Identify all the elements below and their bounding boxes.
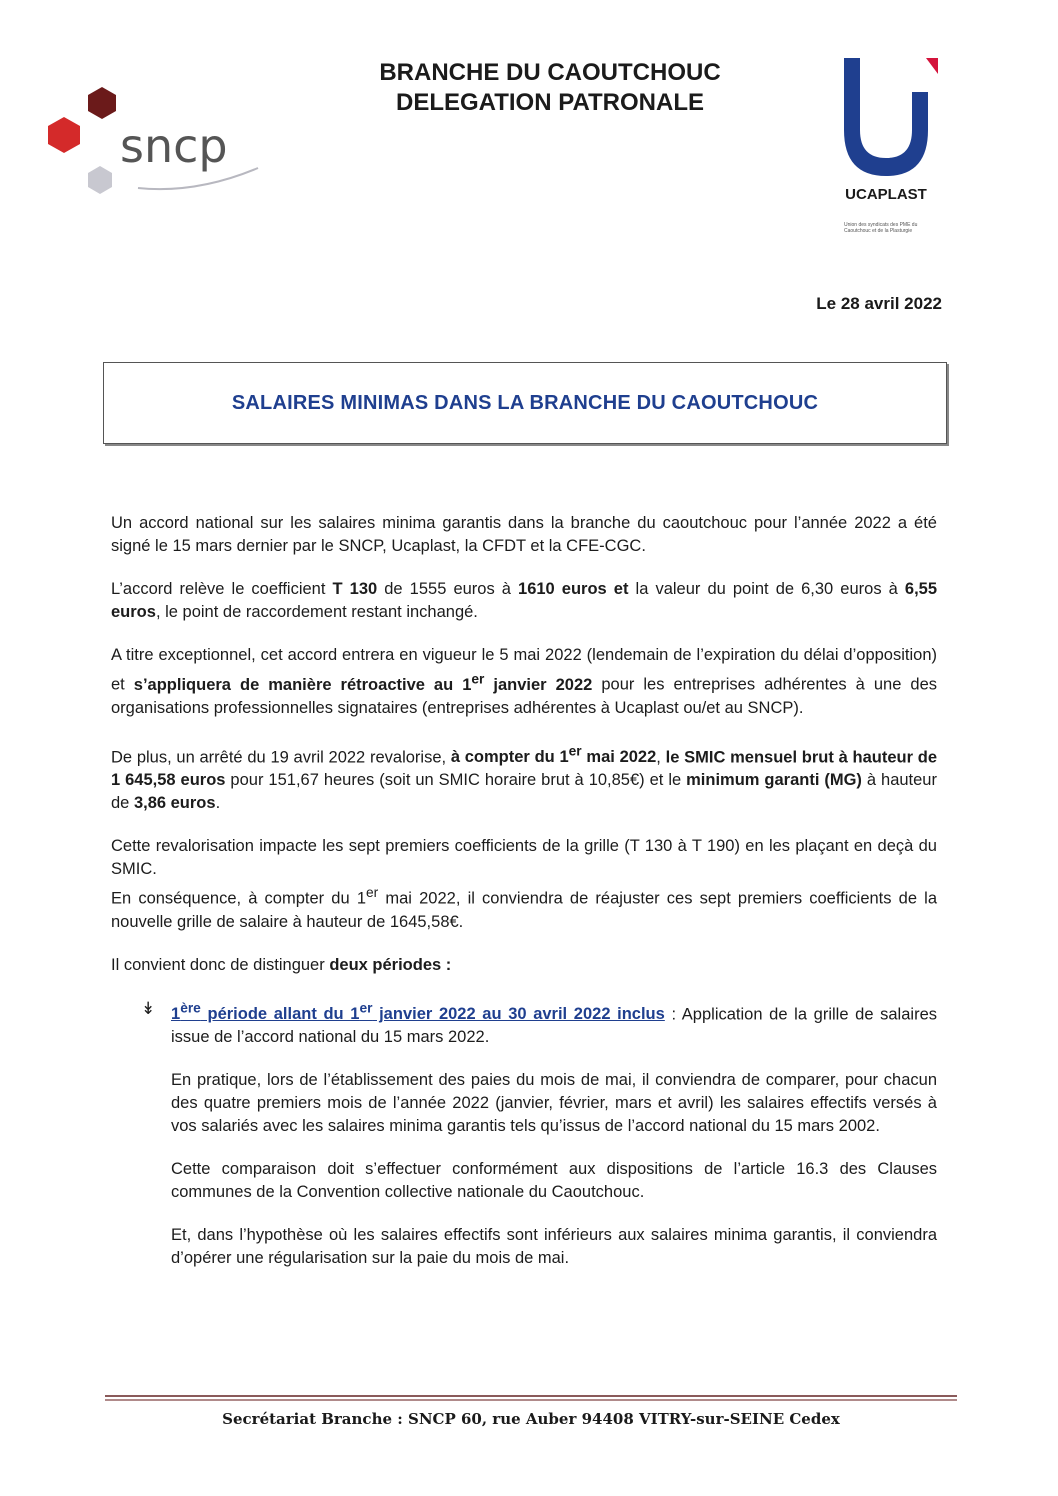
- sncp-logo: [46, 82, 266, 207]
- text-run: à hauteur de: [111, 771, 937, 812]
- bold-run: 1610 euros et: [518, 580, 629, 598]
- bold-run: 6,55 euros: [111, 580, 938, 621]
- footer-address: Secrétariat Branche : SNCP 60, rue Auber 94408 VITRY-sur-SEINE Cedex: [222, 1410, 840, 1428]
- superscript: er: [366, 885, 379, 900]
- bold-run: 3,86 euros: [133, 794, 216, 812]
- bold-run: à compter du 1er mai 2022: [450, 743, 657, 766]
- ucaplast-tagline: Union des syndicats des PME du Caoutchouc et de la Plasturgie: [844, 222, 918, 234]
- period-1-heading: 1ère période allant du 1er janvier 2022 au 30 avril 2022 inclus: [171, 1000, 665, 1023]
- bold-run: T 130: [332, 580, 378, 598]
- text-run: .: [215, 794, 221, 812]
- arrow-down-icon: ↡: [141, 998, 156, 1018]
- paragraph-smic: [111, 740, 937, 816]
- paragraph-impact: Cette revalorisation impacte les sept premiers coefficients de la grille (T 130 à T 190) en les plaçant en deçà du SMIC.: [111, 837, 937, 878]
- text-run: de 1555 euros à: [377, 580, 519, 598]
- text-run: pour les entreprises adhérentes à une des organisations professionnelles signataires (entreprises adhérentes à Ucaplast ou/et au SNCP).: [111, 675, 938, 717]
- text-run: mai 2022, il conviendra de réajuster ces sept premiers coefficients de la nouvelle grille de salaire à hauteur de 1645,58€.: [111, 889, 937, 931]
- bold-run: deux périodes :: [329, 955, 452, 974]
- title-box: [103, 362, 947, 444]
- paragraph-intro: Un accord national sur les salaires minima garantis dans la branche du caoutchouc pour l’année 2022 a été signé le 15 mars dernier par le SNCP, Ucaplast, la CFDT et la CFE-CGC.: [111, 514, 937, 555]
- bullet-period-1: [111, 997, 937, 1050]
- text-run: , le point de raccordement restant inchangé.: [155, 603, 478, 621]
- text-run: pour 151,67 heures (soit un SMIC horaire brut à 10,85€) et le: [225, 771, 687, 789]
- text-run: A titre exceptionnel, cet accord entrera en vigueur le 5 mai 2022 (lendemain de l’expiration du délai d’opposition) et: [111, 646, 937, 694]
- bold-run: s’appliquera de manière rétroactive au 1er janvier 2022: [133, 671, 593, 694]
- text-run: la valeur du point de 6,30 euros à: [628, 580, 905, 598]
- paragraph-retroactive: [111, 644, 937, 720]
- ucaplast-logo: [826, 52, 946, 247]
- organization-heading: [300, 58, 800, 118]
- text-run: ,: [656, 748, 666, 766]
- text-run: : Application de la grille de salaires issue de l’accord national du 15 mars 2022.: [171, 1005, 937, 1046]
- bold-run: minimum garanti (MG): [686, 771, 862, 789]
- footer-divider: [105, 1395, 957, 1401]
- paragraph-two-periods: [111, 954, 937, 977]
- paragraph-practice: En pratique, lors de l’établissement des paies du mois de mai, il conviendra de comparer, pour chacun des quatre premiers mois de l’année 2022 (janvier, février, mars et avril) les salaires effectifs versés à vos salariés avec les salaires minima garantis tels qu’issus de l’accord national du 15 mars 2002.: [171, 1071, 937, 1135]
- ucaplast-name: UCAPLAST: [845, 186, 927, 203]
- heading-line-1: BRANCHE DU CAOUTCHOUC: [379, 59, 721, 86]
- text-run: En conséquence, à compter du 1: [111, 889, 366, 908]
- paragraph-consequence: [111, 881, 937, 934]
- document-title: SALAIRES MINIMAS DANS LA BRANCHE DU CAOUTCHOUC: [231, 391, 819, 414]
- text-run: De plus, un arrêté du 19 avril 2022 revalorise,: [111, 748, 451, 766]
- document-body: [111, 512, 937, 1290]
- document-date: Le 28 avril 2022: [816, 294, 942, 313]
- paragraph-coefficient: [111, 578, 937, 624]
- paragraph-comparison: Cette comparaison doit s’effectuer conformément aux dispositions de l’article 16.3 des Clauses communes de la Convention collective nationale du Caoutchouc.: [171, 1160, 937, 1201]
- heading-line-2: DELEGATION PATRONALE: [396, 89, 704, 116]
- sncp-logo-text: sncp: [120, 119, 228, 173]
- text-run: Il convient donc de distinguer: [111, 955, 330, 974]
- paragraph-regularisation: Et, dans l’hypothèse où les salaires effectifs sont inférieurs aux salaires minima garantis, il conviendra d’opérer une régularisation sur la paie du mois de mai.: [171, 1226, 937, 1267]
- bold-run: le SMIC mensuel brut à hauteur de 1 645,58 euros: [111, 748, 937, 789]
- text-run: L’accord relève le coefficient: [111, 580, 333, 598]
